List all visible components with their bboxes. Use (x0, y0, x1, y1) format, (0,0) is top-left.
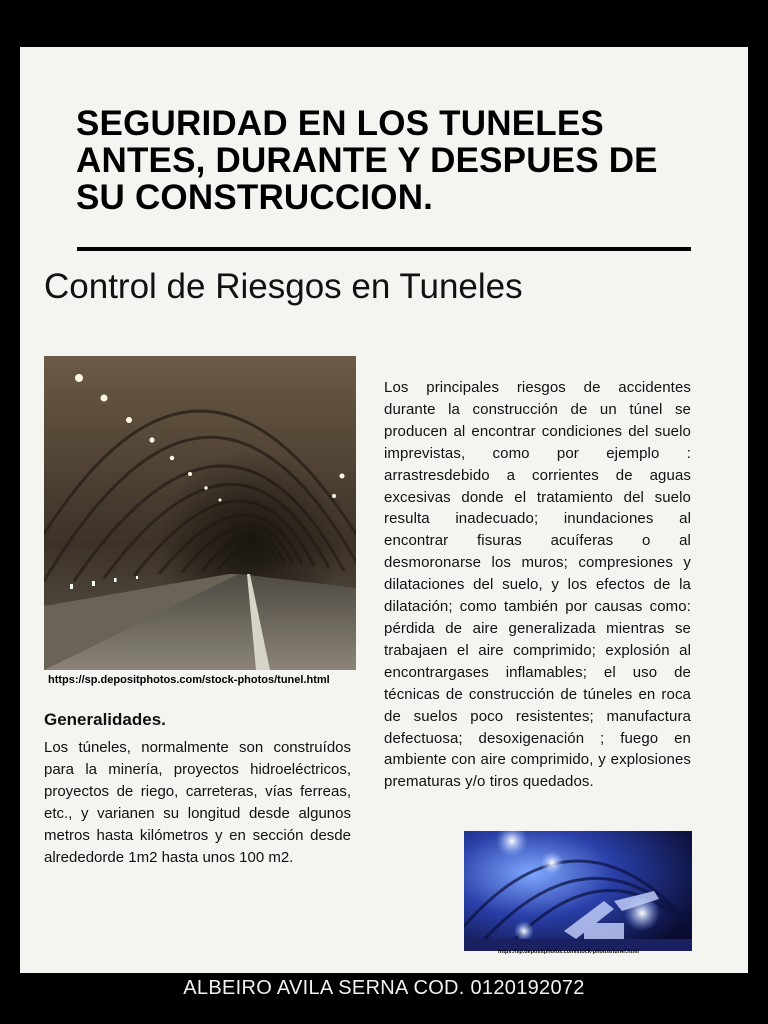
document-page (20, 47, 748, 973)
tunnel-photo-caption: https://sp.depositphotos.com/stock-photos/tunel.html (48, 674, 330, 686)
section-heading: Generalidades. (44, 710, 166, 729)
document-subtitle: Control de Riesgos en Tuneles (44, 267, 523, 306)
construction-photo-caption: https://sp.depositphotos.com/stock-photos/tunel.html (498, 949, 639, 955)
document-title: SEGURIDAD EN LOS TUNELES ANTES, DURANTE Y DESPUES DE SU CONSTRUCCION. (76, 104, 658, 217)
tunnel-photo (44, 356, 356, 670)
tunnel-photo-graphic (44, 356, 356, 670)
tunnel-construction-photo (464, 831, 692, 951)
title-divider (77, 247, 691, 251)
tunnel-construction-graphic (464, 831, 692, 951)
footer-author: ALBEIRO AVILA SERNA COD. 0120192072 (183, 977, 585, 999)
body-text: Los principales riesgos de accidentes durante la construcción de un túnel se producen al encontrar condiciones del suelo imprevistas, como por ejemplo : arrastresdebido a corrientes de aguas excesivas donde el tratamiento del suelo resulta inadecuado; inundaciones al encontrar fisuras acuíferas o al desmoronarse los muros; compresiones y dilataciones del suelo, y los efectos de la dilatación; como también por causas como: pérdida de aire generalizada mientras se trabajaen el aire comprimido; explosión al encontrargases inflamables; el uso de técnicas de construcción de túneles en roca de suelos poco resistentes; manufactura defectuosa; desoxigenación ; fuego en ambiente con aire comprimido, y explosiones prematuras y/o tiros quedados. (384, 379, 691, 791)
section-text: Los túneles, normalmente son construídos para la minería, proyectos hidroeléctricos, proyectos de riego, carreteras, vías ferreas, etc., y varianen su longitud desde algunos metros hasta kilómetros y en sección desde alrededorde 1m2 hasta unos 100 m2. (44, 739, 351, 866)
